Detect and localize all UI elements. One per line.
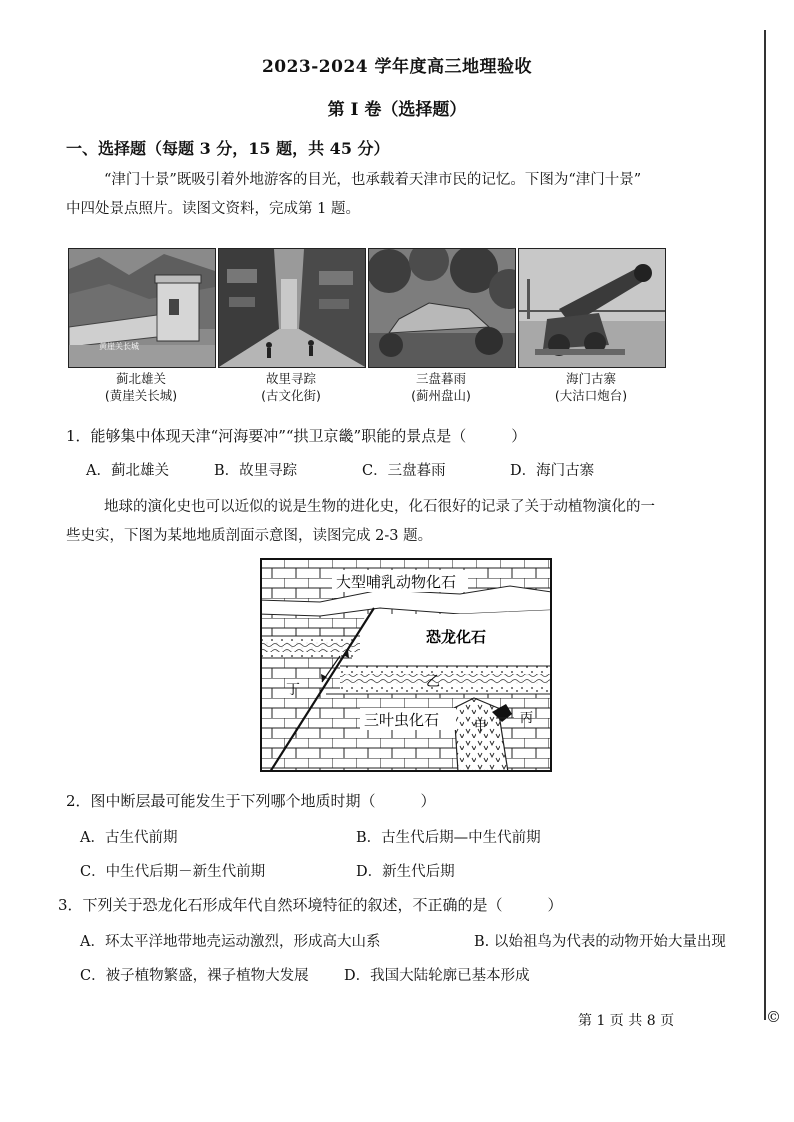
q1-option-a[interactable]: A．蓟北雄关 — [86, 463, 169, 479]
scan-edge-line — [764, 30, 766, 1020]
question-3-stem: 3．下列关于恐龙化石形成年代自然环境特征的叙述，不正确的是（ ） — [58, 896, 563, 914]
q3-option-a[interactable]: A．环太平洋地带地壳运动激烈，形成高大山系 — [80, 934, 381, 950]
photo-culture-street — [218, 248, 366, 368]
label-ding: 丁 — [286, 682, 300, 698]
section-heading: 一、选择题（每题 3 分，15 题，共 45 分） — [66, 139, 390, 158]
photo-2-sub: (古文化街) — [261, 388, 321, 403]
q2-option-b[interactable]: B．古生代后期—中生代前期 — [356, 830, 541, 846]
photo-dagukou-cannon — [518, 248, 666, 368]
q2-option-a[interactable]: A．古生代前期 — [80, 830, 178, 846]
culture-street-image — [219, 249, 365, 367]
photo-1-caption — [68, 370, 214, 404]
label-yi: 乙 — [426, 674, 440, 690]
passage-2-line-1: 地球的演化史也可以近似的说是生物的进化史，化石很好的记录了关于动植物演化的一 — [104, 499, 655, 515]
photo-1-sub: (黄崖关长城) — [104, 388, 178, 403]
photo-4-sub: (大沽口炮台) — [554, 388, 628, 403]
passage-2 — [66, 493, 756, 551]
photo-1-inscription: 黄崖关长城 — [99, 342, 139, 351]
photo-3-sub: (蓟州盘山) — [411, 388, 471, 403]
passage-2-line-2: 些史实，下图为某地地质剖面示意图，读图完成 2-3 题。 — [66, 528, 433, 544]
photo-3-caption — [368, 370, 514, 404]
label-jia: 甲 — [474, 719, 488, 734]
passage-1-line-2: 中四处景点照片。读图文资料，完成第 1 题。 — [66, 201, 360, 217]
panshan-image — [369, 249, 515, 367]
label-mammal-fossil: 大型哺乳动物化石 — [336, 573, 457, 591]
q1-option-c[interactable]: C．三盘暮雨 — [362, 463, 446, 479]
geologic-section-diagram — [260, 558, 552, 772]
photo-3-name: 三盘暮雨 — [415, 371, 466, 386]
q2-option-c[interactable]: C．中生代后期－新生代前期 — [80, 864, 266, 880]
photo-panshan — [368, 248, 516, 368]
q2-option-d[interactable]: D．新生代后期 — [356, 864, 455, 880]
photo-great-wall — [68, 248, 216, 368]
corner-mark: © — [766, 1008, 781, 1026]
question-1-stem: 1．能够集中体现天津“河海要冲”“拱卫京畿”职能的景点是（ ） — [66, 427, 527, 445]
label-dinosaur-fossil: 恐龙化石 — [426, 628, 487, 646]
label-bing: 丙 — [520, 711, 534, 726]
dagukou-cannon-image — [519, 249, 665, 367]
label-trilobite-fossil: 三叶虫化石 — [364, 711, 440, 729]
geologic-section-svg — [260, 558, 552, 772]
q1-option-d[interactable]: D．海门古寨 — [510, 463, 595, 479]
q3-option-c[interactable]: C．被子植物繁盛，裸子植物大发展 — [80, 968, 309, 984]
photo-1-name: 蓟北雄关 — [115, 371, 166, 386]
q3-option-d[interactable]: D．我国大陆轮廓已基本形成 — [344, 968, 530, 984]
photo-4-caption — [518, 370, 664, 404]
page-subtitle: 第 I 卷（选择题） — [327, 100, 467, 120]
passage-1 — [66, 166, 756, 224]
page-number: 第 1 页 共 8 页 — [578, 1013, 675, 1029]
page-title: 2023-2024 学年度高三地理验收 — [261, 57, 533, 77]
q3-option-b[interactable]: B. 以始祖鸟为代表的动物开始大量出现 — [474, 934, 726, 950]
photo-strip — [68, 248, 758, 408]
q1-option-b[interactable]: B．故里寻踪 — [214, 463, 298, 479]
photo-2-caption — [218, 370, 364, 404]
great-wall-image — [69, 249, 215, 367]
photo-4-name: 海门古寨 — [565, 371, 616, 386]
passage-1-line-1: “津门十景”既吸引着外地游客的目光，也承载着天津市民的记忆。下图为“津门十景” — [104, 172, 642, 188]
question-2-stem: 2．图中断层最可能发生于下列哪个地质时期（ ） — [66, 792, 436, 810]
photo-2-name: 故里寻踪 — [265, 371, 316, 386]
